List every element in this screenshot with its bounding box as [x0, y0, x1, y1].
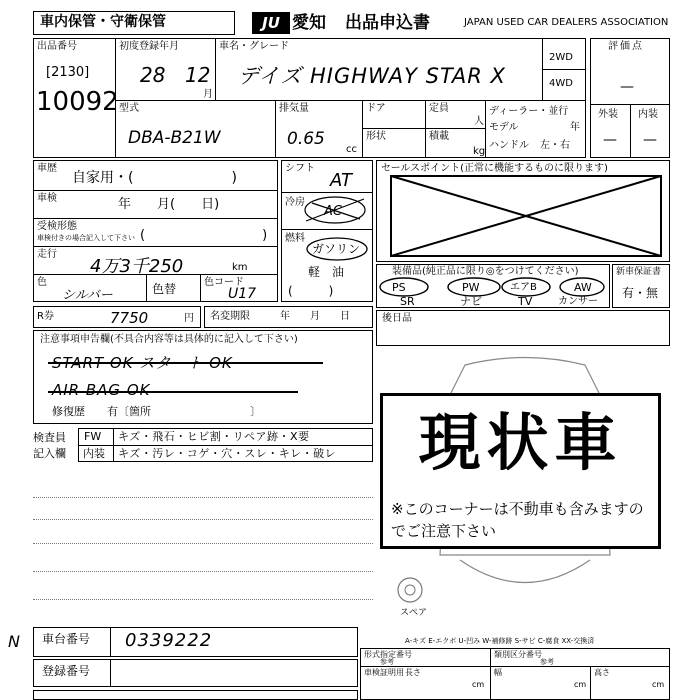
color-code-value: U17 [228, 286, 257, 302]
inspector-label-2: 記入欄 [33, 447, 66, 460]
receipt-paren: ( ) [140, 228, 268, 243]
drive-2wd: 2WD [549, 52, 573, 63]
warranty-label: 新車保証書 [616, 267, 662, 277]
fuel-label: 燃料 [285, 233, 305, 244]
receipt-label: 受検形態 [37, 221, 77, 232]
registration-label: 初度登録年月 [119, 41, 179, 52]
equipment-circles [376, 276, 610, 298]
mileage-unit: km [232, 262, 248, 273]
name-change-value: 年 月 日 [280, 311, 350, 322]
car-name-value: デイズ HIGHWAY STAR X [238, 64, 506, 88]
displacement-unit: cc [346, 144, 357, 155]
reg-number-label: 登録番号 [42, 664, 91, 678]
height-label: 高さ [594, 668, 610, 677]
chassis-value: 0339222 [125, 630, 213, 651]
equipment-label: 装備品(純正品に限り◎をつけてください) [392, 266, 579, 277]
model-label: 型式 [119, 103, 139, 114]
inspector-in: 内装 [83, 447, 105, 460]
equip-pw: PW [462, 281, 480, 294]
as-is-stamp [380, 393, 661, 549]
form-designation-ref: 参考 [380, 658, 394, 666]
fuel-diesel: 軽 油 [308, 265, 345, 279]
shift-fuel-column [281, 160, 373, 302]
exterior-label: 外装 [598, 109, 618, 120]
fuel-other: ( ) [288, 284, 334, 298]
rear-items-box [376, 310, 670, 346]
equip-aw: AW [574, 281, 592, 294]
lot-sub: [2130] [46, 65, 90, 80]
mileage-value: 4万3千250 [90, 256, 184, 277]
inspector-label-1: 検査員 [33, 431, 66, 444]
registration-month: 12 [185, 63, 211, 87]
load-unit: kg [473, 146, 486, 157]
color-label: 色 [37, 277, 47, 288]
recycle-unit: 円 [184, 313, 194, 324]
color-value: シルバー [62, 288, 113, 303]
notes-line1: START OK スタート OK [52, 354, 233, 372]
recycle-label: R券 [37, 311, 54, 322]
exterior-value: — [603, 132, 617, 148]
inspector-in-items: キズ・汚レ・コゲ・穴・スレ・キレ・破レ [118, 447, 337, 460]
registration-year: 28 [140, 63, 166, 87]
model-year-unit: 年 [570, 122, 580, 133]
length-unit: cm [472, 680, 485, 689]
dealer-label: ディーラー・並行 [489, 106, 569, 117]
model-value: DBA-B21W [128, 128, 221, 148]
association-name: JAPAN USED CAR DEALERS ASSOCIATION [464, 17, 669, 28]
shift-label: シフト [285, 163, 315, 174]
sales-point-label: セールスポイント(正常に機能するものに限ります) [381, 163, 608, 174]
model-year-label: モデル [489, 122, 519, 133]
form-title: 出品申込書 [345, 13, 430, 33]
bottom-strip [33, 690, 358, 700]
shift-value: AT [330, 170, 352, 191]
spare-tire-icon [395, 575, 425, 605]
handle-options: 左・右 [540, 140, 570, 151]
width-label: 幅 [494, 668, 502, 677]
rear-items-label: 後日品 [382, 313, 412, 324]
class-number-ref: 参考 [540, 658, 554, 666]
ac-struck-out [300, 193, 370, 227]
equip-ps: PS [392, 281, 406, 294]
notes-label: 注意事項申告欄(不具合内容等は具体的に記入して下さい) [40, 334, 298, 345]
inspection-label: 車検 [37, 193, 57, 204]
registration-month-unit: 月 [203, 89, 213, 100]
capacity-label: 定員 [429, 103, 449, 114]
chassis-label: 車台番号 [42, 632, 91, 646]
doors-label: ドア [366, 103, 386, 114]
equip-airbag: エアB [510, 282, 537, 293]
receipt-note: 車検付きの場合記入して下さい [37, 234, 135, 242]
as-is-note: ※このコーナーは不動車も含みますのでご注意下さい [391, 500, 644, 540]
ac-label: 冷房 [285, 197, 305, 208]
as-is-title: 現状車 [418, 406, 623, 479]
drive-4wd: 4WD [549, 78, 573, 89]
mileage-label: 走行 [37, 249, 57, 260]
spare-label: スペア [400, 608, 428, 618]
equip-sr: SR [400, 295, 415, 308]
equip-cancer: カンサー [558, 296, 598, 307]
history-label: 車歴 [37, 163, 57, 174]
lot-number: 10092 [36, 87, 119, 117]
evaluation-value: — [620, 79, 634, 95]
cert-label: 車検証明用 [364, 668, 404, 677]
inspector-fw-items: キズ・飛石・ヒビ割・リペア跡・X要 [118, 430, 310, 443]
capacity-unit: 人 [474, 116, 484, 127]
inspector-fw: FW [84, 430, 102, 443]
interior-value: — [643, 132, 657, 148]
lot-label: 出品番号 [37, 41, 77, 52]
ac-value: AC [324, 204, 342, 219]
height-unit: cm [652, 680, 665, 689]
damage-legend: A-キズ E-エクボ U-凹み W-補修跡 S-サビ C-腐食 XX-交換済 [405, 637, 595, 645]
equip-navi: ナビ [460, 295, 482, 308]
ju-logo: JU [252, 12, 290, 34]
warranty-value: 有・無 [622, 286, 659, 300]
load-label: 積載 [429, 131, 449, 142]
handle-label: ハンドル [489, 140, 529, 151]
history-value: 自家用・( ) [72, 170, 237, 186]
margin-mark: N [8, 632, 20, 651]
form-designation-label: 形式指定番号 [364, 650, 412, 659]
class-number-label: 類別区分番号 [494, 650, 542, 659]
name-change-label: 名変期限 [210, 311, 250, 322]
recycle-value: 7750 [110, 309, 149, 327]
displacement-label: 排気量 [279, 103, 309, 114]
width-unit: cm [574, 680, 587, 689]
length-label: 長さ [405, 668, 421, 677]
inspection-value: 年 月( 日) [118, 197, 220, 212]
org-name: 愛知 [292, 13, 326, 33]
storage-label: 車内保管・守衛保管 [40, 14, 166, 30]
shape-label: 形状 [366, 131, 386, 142]
color-change-label: 色替 [152, 282, 177, 296]
notes-line3: 修復歴 有〔箇所 〕 [52, 405, 261, 418]
evaluation-label: 評価点 [608, 41, 644, 52]
displacement-value: 0.65 [287, 129, 325, 149]
sales-point-cross-out [390, 175, 662, 257]
equip-tv: TV [518, 295, 533, 308]
fuel-gasoline: ガソリン [312, 242, 361, 256]
car-name-label: 車名・グレード [219, 41, 289, 52]
color-code-label: 色コード [204, 277, 244, 288]
interior-label: 内装 [638, 109, 658, 120]
notes-line2: AIR BAG OK [52, 381, 151, 399]
